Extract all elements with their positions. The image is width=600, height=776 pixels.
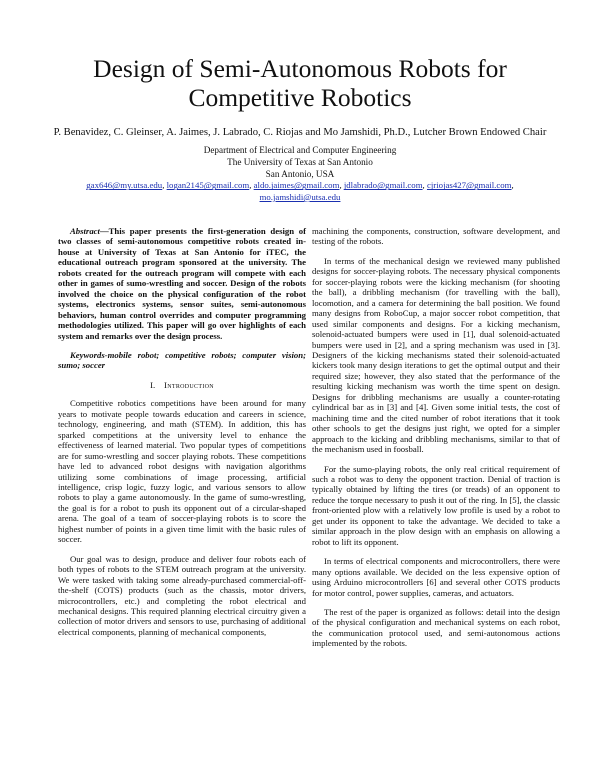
- body-paragraph: Competitive robotics competitions have been around for many years to motivate people towards education and careers in science, technology, engineering, and math (STEM). In addition, this has sparked competitions at the university level to enhance the effectiveness of learned material. Two popular types of competitions are for sumo-wrestling and soccer playing robots. These competitions have led to advanced robot designs with navigation algorithms utilizing some combinations of image processing, artificial intelligence, crisp logic, fuzzy logic, and various sensors to allow robots to play a game autonomously. In the game of sumo-wrestling, the goal is for a robot to push its opponent out of a circular-shaped arena. The goal of a team of soccer-playing robots is to score the highest number of points in a given time limit with the basic rules of soccer.: [58, 398, 306, 545]
- email-link[interactable]: mo.jamshidi@utsa.edu: [259, 191, 341, 202]
- section-number: I.: [150, 379, 156, 390]
- section-title: Introduction: [164, 379, 214, 390]
- body-paragraph: In terms of the mechanical design we reviewed many published designs for soccer-playing robots. The necessary physical components for soccer-playing robots were the kicking mechanism (for shooting the ball), a dribbling mechanism (for travelling with the ball), locomotion, and a camera for determining the ball position. We found many designs from RoboCup, a major soccer robot competition, that used similar components and designs. For a kicking mechanism, solenoid-actuated bumpers were used in [1], dual solenoid-actuated bumpers were used in [2], and a spring mechanism was used in [3]. Designers of the kicking mechanisms stated their solenoid-actuated kickers took many design iterations to get the optimal output and their required size; however, they also stated that the performance of the resulting kicking mechanism was worth the time spent on design. Designs for dribbling mechanisms are usually a counter-rotating cylindrical bar as in [3] and [4]. Given some initial tests, the cost of machining time and the cited number of robot iterations that it took other schools to get the designs just right, we opted for a simpler approach to the kicking and dribbling mechanisms, similar to that of the mechanism used in foosball.: [312, 255, 560, 455]
- body-paragraph: The rest of the paper is organized as follows: detail into the design of the physical configuration and mechanical systems on each robot, the communication protocol used, and semi-autonomous actions implemented by the robots.: [312, 606, 560, 649]
- right-column: [312, 226, 560, 649]
- body-paragraph: For the sumo-playing robots, the only real critical requirement of such a robot was to deny the opponent traction. Denial of traction is typically obtained by lifting the tires (or treads) of an opponent to reduce the torque necessary to push it out of the ring. In [5], the classic front-oriented plow with a relatively low profile is used by a robot to get under its opponent to take the advantage. We decided to take a similar approach in the plow design with an emphasis on allowing a robot to lift its opponent.: [312, 463, 560, 547]
- email-link[interactable]: jdlabrado@gmail.com: [343, 180, 423, 191]
- abstract: [58, 226, 306, 341]
- email-link[interactable]: logan2145@gmail.com: [166, 180, 250, 191]
- university-line: The University of Texas at San Antonio: [227, 156, 373, 167]
- email-link[interactable]: aldo.jaimes@gmail.com: [253, 180, 340, 191]
- abstract-label: Abstract: [70, 226, 100, 236]
- author-list: P. Benavidez, C. Gleinser, A. Jaimes, J. Labrado, C. Riojas and Mo Jamshidi, Ph.D., Lutcher Brown Endowed Chair: [53, 127, 547, 138]
- body-paragraph: In terms of electrical components and microcontrollers, there were many options available. We decided on the less expensive option of using Arduino microcontrollers [6] and several other COTS products for motor control, power supplies, cameras, and actuators.: [312, 556, 560, 598]
- affiliation-block: [40, 145, 560, 203]
- abstract-text: —This paper presents the first-generation design of two classes of semi-autonomous competitive robots created in-house at University of Texas at San Antonio for iTEC, the educational outreach program sponsored at the university. The robots created for the outreach program will compete with each other in games of sumo-wrestling and soccer. Design of the robots involved the choice on the physical configuration of the robot systems, electronics systems, sensor suites, semi-autonomous behaviors, human control overrides and computer programming methodologies utilized. This paper will go over highlights of each system and remarks over the design process.: [58, 226, 306, 341]
- email-link[interactable]: cjriojas427@gmail.com: [426, 180, 512, 191]
- location-line: San Antonio, USA: [265, 168, 335, 179]
- body-paragraph: Our goal was to design, produce and deliver four robots each of both types of robots to the STEM outreach program at the university. We were tasked with taking some already-purchased commercial-off-the-shelf (COTS) products (such as the chassis, motor drivers, microcontrollers, etc.) and completing the robot electrical and mechanical designs. This required planning electrical circuitry given a collection of motor drivers and sensors to use, purchasing of additional electrical components, planning of mechanical components,: [58, 553, 306, 637]
- paper-title: Design of Semi-Autonomous Robots for Competitive Robotics: [93, 54, 507, 112]
- section-heading: [58, 380, 306, 390]
- email-link[interactable]: gax646@my.utsa.edu: [86, 180, 163, 191]
- department-line: Department of Electrical and Computer Engineering: [203, 145, 397, 155]
- body-paragraph: machining the components, construction, software development, and testing of the robots.: [312, 226, 560, 247]
- keywords: Keywords-mobile robot; competitive robots; computer vision; sumo; soccer: [58, 349, 306, 371]
- left-column: [58, 226, 306, 637]
- email-list: gax646@my.utsa.edu, logan2145@gmail.com, aldo.jaimes@gmail.com, jdlabrado@gmail.com, cjriojas427@gmail.com, mo.jamshidi@utsa.edu: [86, 180, 514, 202]
